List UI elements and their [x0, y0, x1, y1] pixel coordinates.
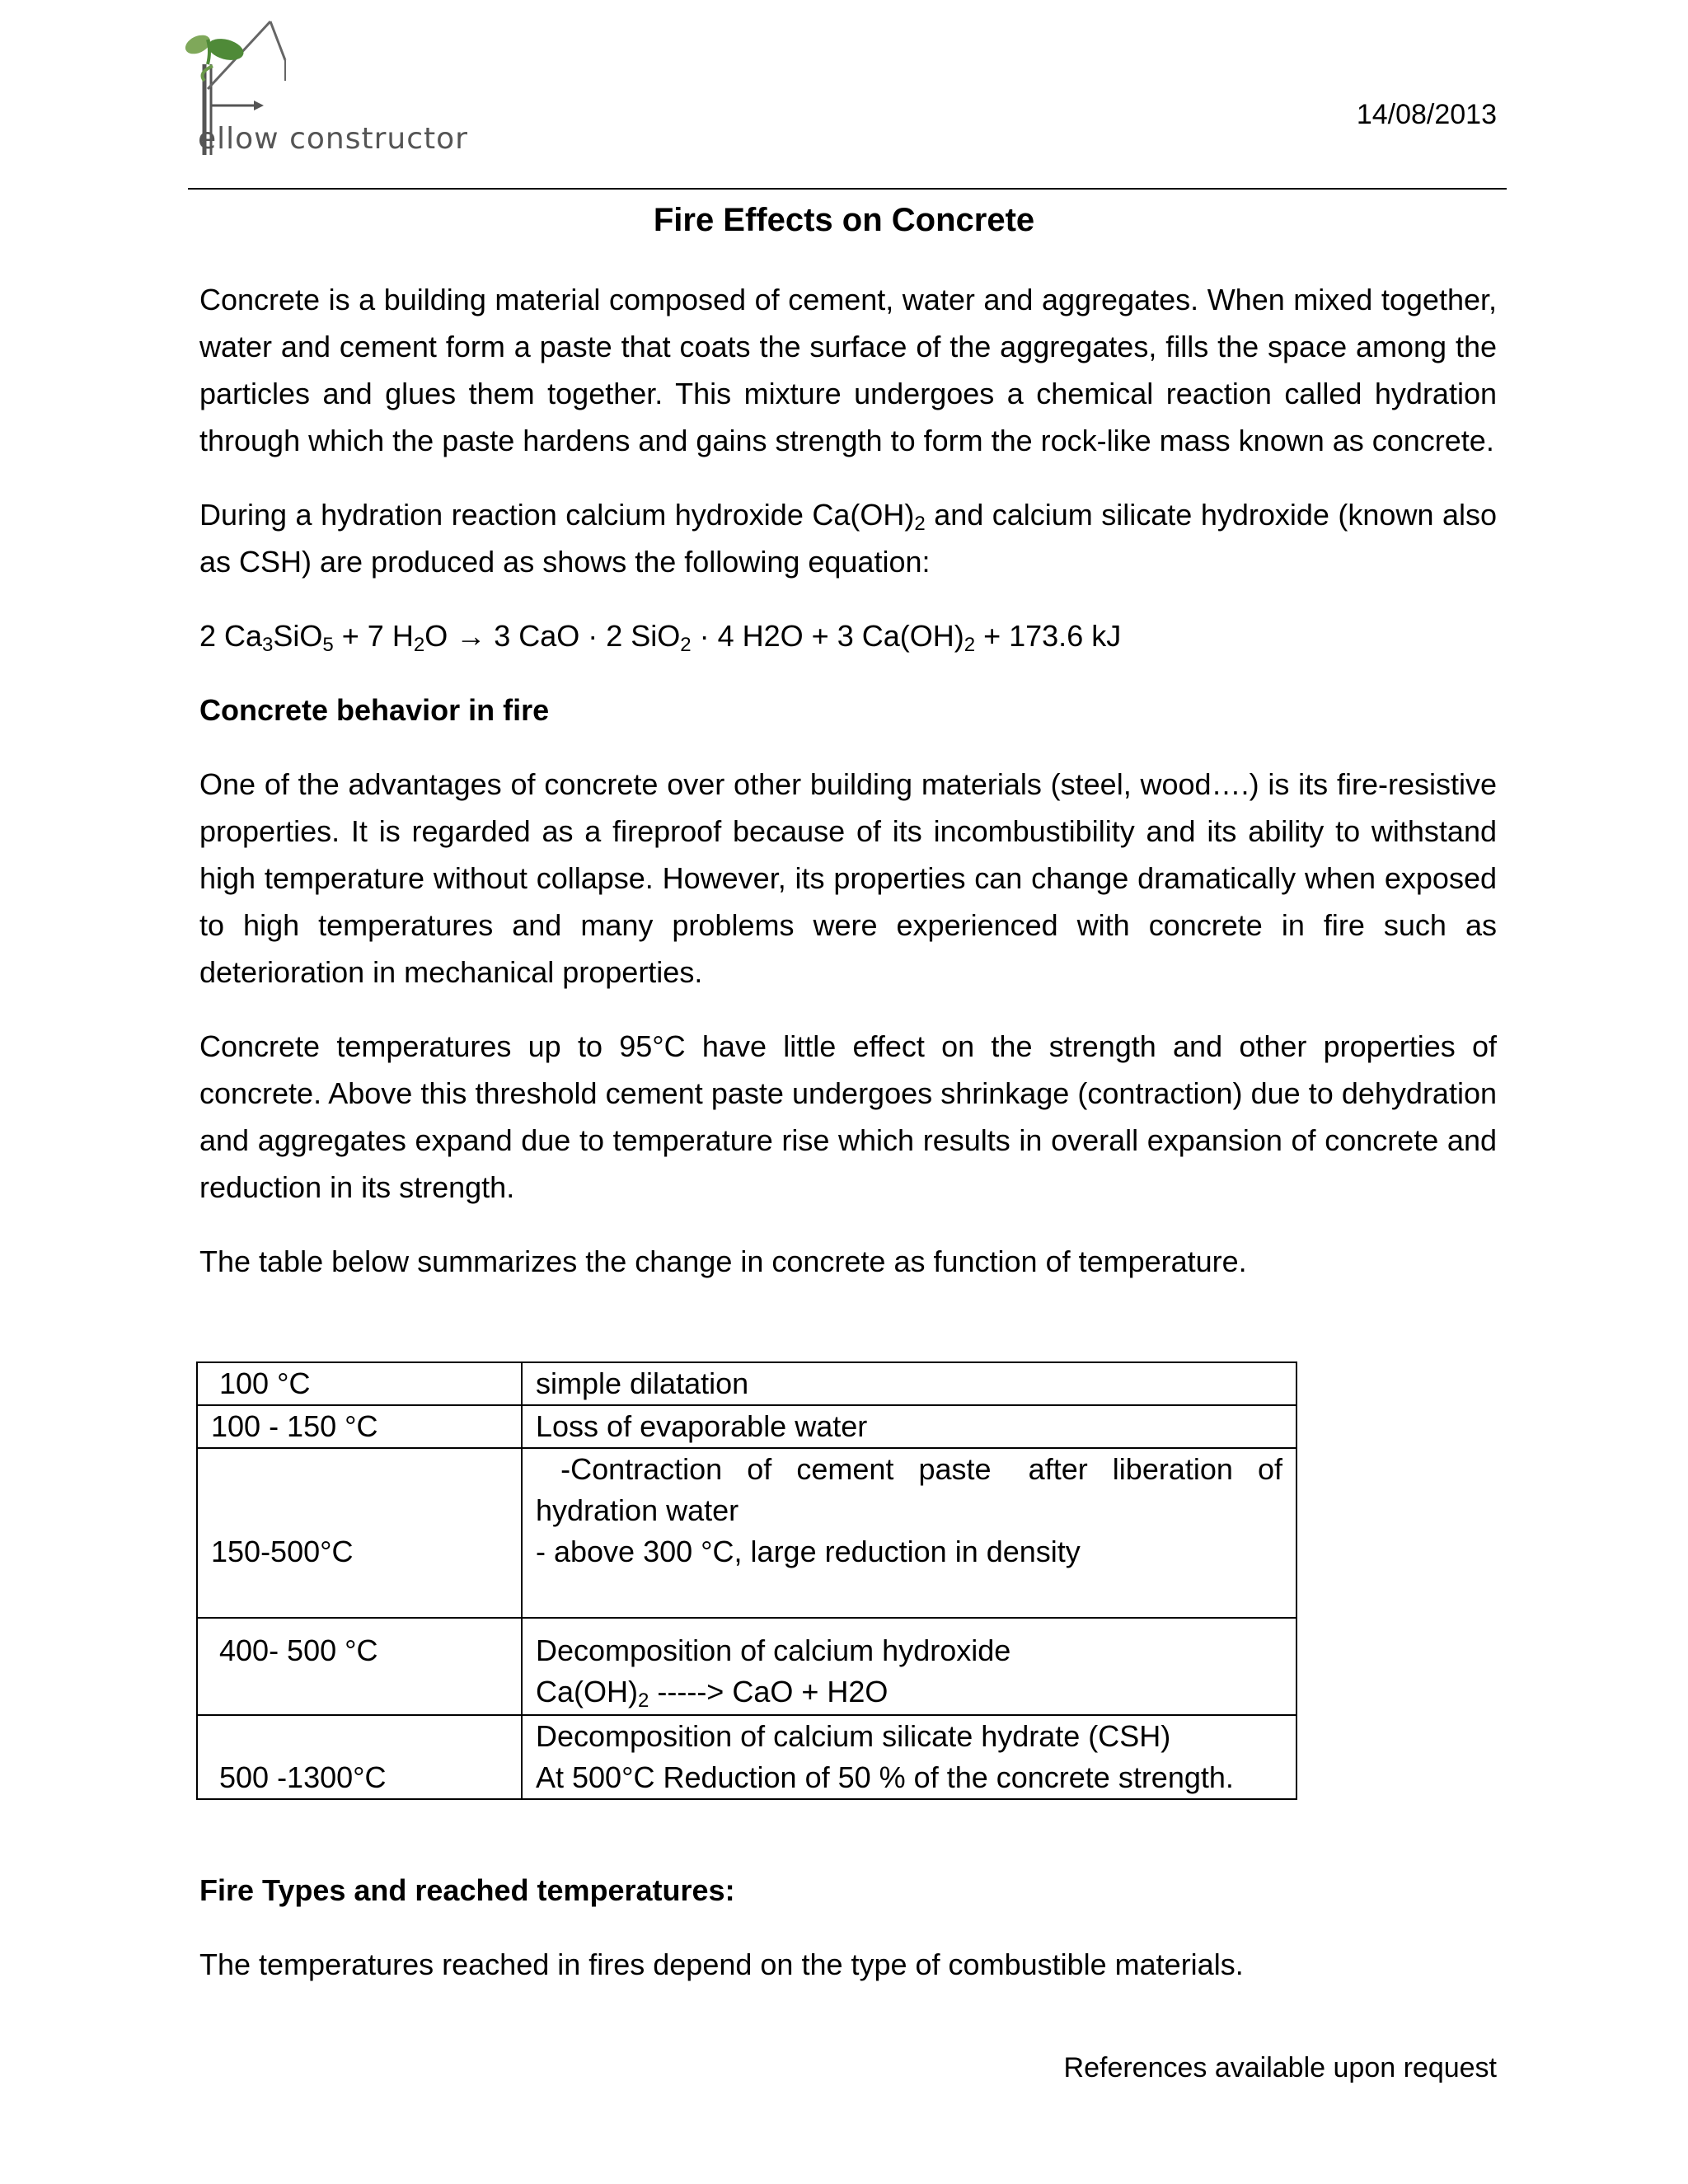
main-content	[199, 276, 1497, 1312]
fire-types-paragraph: The temperatures reached in fires depend on the type of combustible materials.	[199, 1947, 1244, 1981]
company-logo	[180, 15, 559, 171]
table-row	[197, 1618, 1296, 1715]
table-cell-temp: 100 °C	[197, 1362, 522, 1405]
temperature-effects-table	[196, 1361, 1297, 1800]
section-heading-fire-types: Fire Types and reached temperatures:	[199, 1873, 735, 1907]
page-title: Fire Effects on Concrete	[653, 202, 1035, 238]
table-cell-effect: simple dilatation	[522, 1362, 1296, 1405]
intro-paragraph-1: Concrete is a building material composed of cement, water and aggregates. When mixed together, water and cement form a paste that coats the surface of the aggregates, fills the space among the particles and glues them together. This mixture undergoes a chemical reaction called hydration through which the paste hardens and gains strength to form the rock-like mass known as concrete.	[199, 283, 1497, 457]
table-row	[197, 1715, 1296, 1799]
logo-wordmark: ellow constructor	[198, 122, 468, 156]
fire-types-section	[199, 1867, 1497, 2015]
table-cell-temp: 100 - 150 °C	[197, 1405, 522, 1448]
header-divider	[188, 188, 1507, 190]
footer-note: References available upon request	[1063, 2052, 1497, 2083]
document-date: 14/08/2013	[1356, 99, 1497, 130]
table-row	[197, 1362, 1296, 1405]
behavior-paragraph-1: One of the advantages of concrete over other building materials (steel, wood….) is its fire-resistive properties. It is regarded as a fireproof because of its incombustibility and its ability to withstand high temperature without collapse. However, its properties can change dramatically when exposed to high temperatures and many problems were experienced with concrete in fire such as deterioration in mechanical properties.	[199, 767, 1497, 989]
table-row	[197, 1405, 1296, 1448]
intro-paragraph-2: During a hydration reaction calcium hydroxide $Ca(OH)_2$ and calcium silicate hydroxide (known also as CSH) are produced as shows the following equation:	[199, 498, 1498, 579]
table-cell-temp: 500 -1300°C	[197, 1715, 522, 1799]
table-cell-temp: 150-500°C	[197, 1448, 522, 1618]
table-cell-effect: Loss of evaporable water	[522, 1405, 1296, 1448]
table-cell-effect: Decomposition of calcium silicate hydrate (CSH) At 500°C Reduction of 50 % of the concrete strength.	[522, 1715, 1296, 1799]
table-intro: The table below summarizes the change in concrete as function of temperature.	[199, 1244, 1247, 1278]
table-cell-effect: -Contraction of cement paste after liberation of hydration water - above 300 °C, large reduction in density	[522, 1448, 1296, 1618]
hydration-equation: 2 $Ca_3SiO_5 + 7$ $H_2O \to 3$ CaO · 2 SiO$_2$ · 4 H2O + 3 $Ca(OH)_2 + 173.6$ kJ	[199, 619, 1122, 656]
table-cell-effect: Decomposition of calcium hydroxide $Ca(OH)_2$ -----> CaO + H2O	[522, 1618, 1296, 1715]
table-cell-temp: 400- 500 °C	[197, 1618, 522, 1715]
behavior-paragraph-2: Concrete temperatures up to 95°C have little effect on the strength and other properties of concrete. Above this threshold cement paste undergoes shrinkage (contraction) due to dehydration and aggregates expand due to temperature rise which results in overall expansion of concrete and reduction in its strength.	[199, 1029, 1497, 1204]
table-row	[197, 1448, 1296, 1618]
section-heading-behavior: Concrete behavior in fire	[199, 693, 550, 727]
